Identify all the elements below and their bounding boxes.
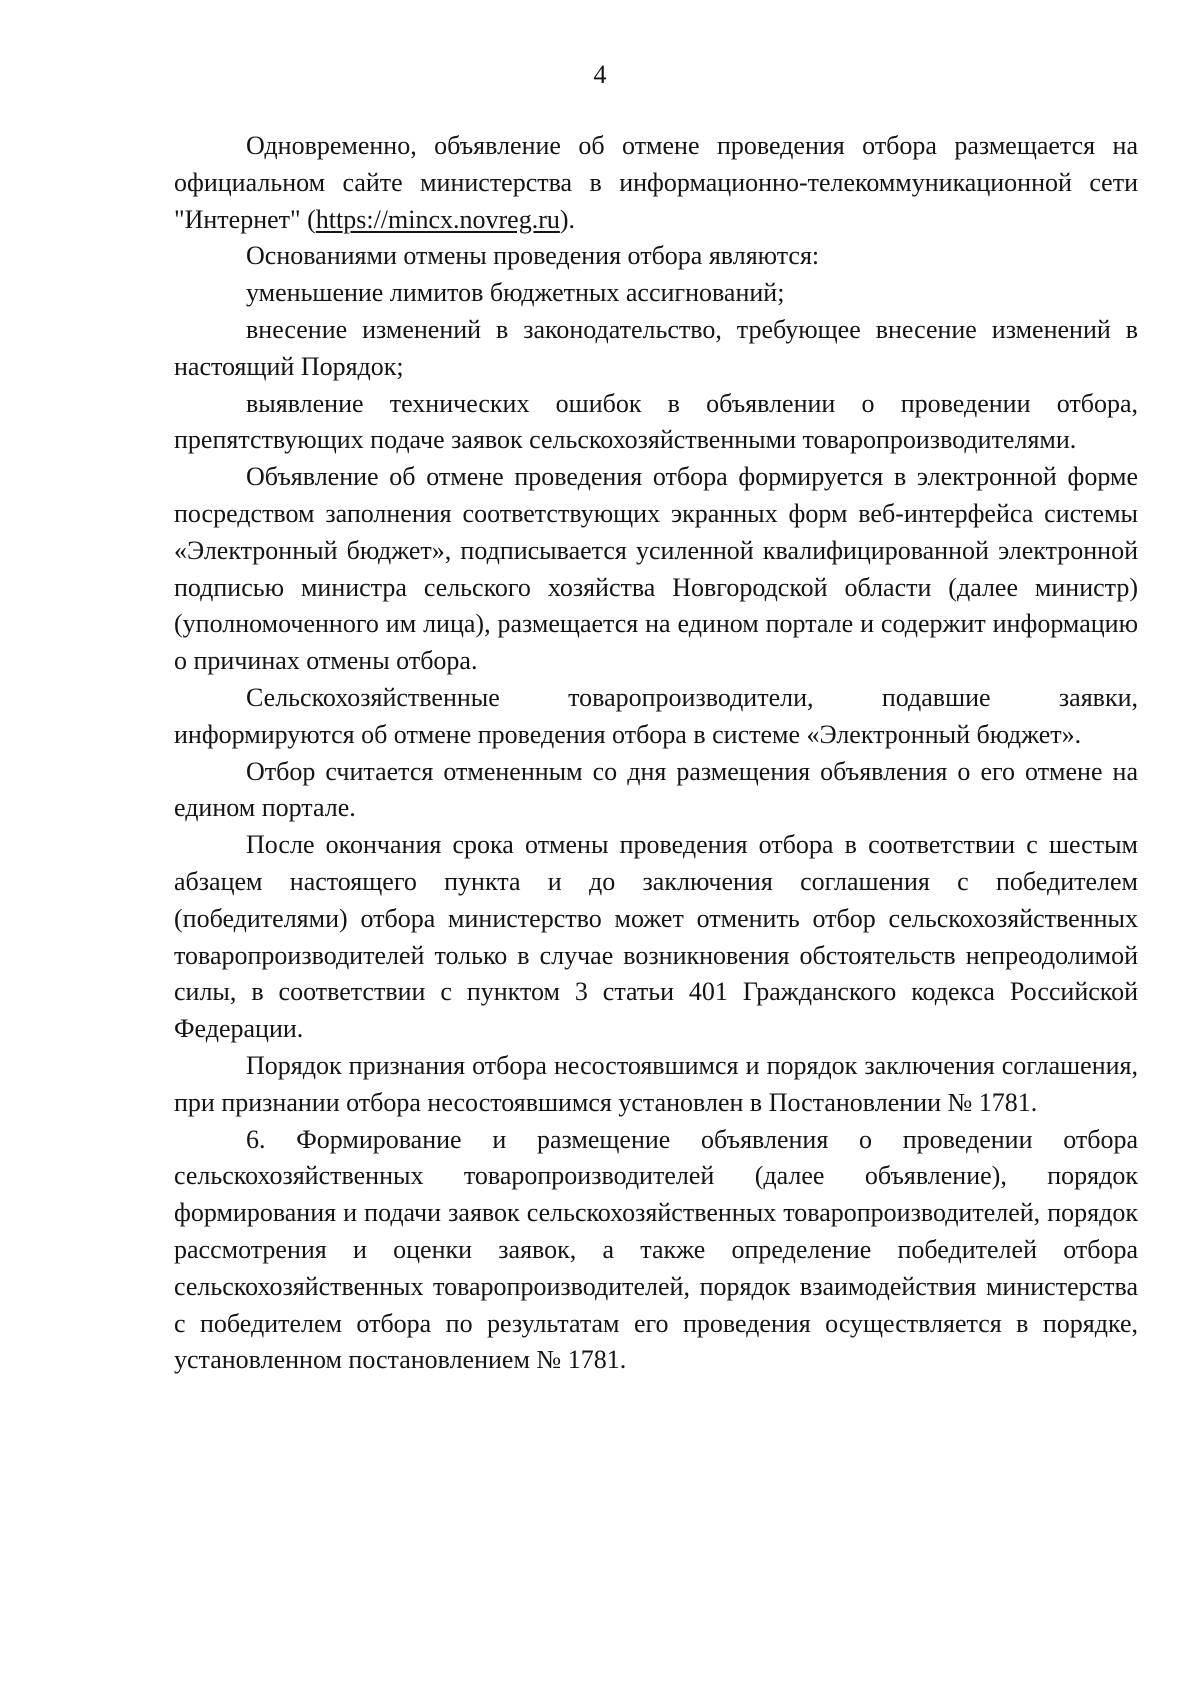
paragraph-announcement-publication <box>174 128 1138 238</box>
page-number: 4 <box>593 60 607 89</box>
paragraph-cancellation-effective-date: Отбор считается отмененным со дня размещения объявления о его отмене на едином портале. <box>174 756 1138 823</box>
paragraph-ground-budget-limits: уменьшение лимитов бюджетных ассигнований; <box>246 278 785 308</box>
ministry-website-link[interactable]: https://mincx.novreg.ru <box>315 204 560 234</box>
paragraph-applicants-notification: Сельскохозяйственные товаропроизводители, подавшие заявки, информируются об отмене проведения отбора в системе «Электронный бюджет». <box>174 682 1138 749</box>
paragraph-ground-legislation-changes: внесение изменений в законодательство, требующее внесение изменений в настоящий Порядок; <box>174 314 1138 381</box>
paragraph-item-6-announcement-procedure: 6. Формирование и размещение объявления о проведении отбора сельскохозяйственных товаропроизводителей (далее объявление), порядок формирования и подачи заявок сельскохозяйственных товаропроизводителей, порядок рассмотрения и оценки заявок, а также определение победителей отбора сельскохозяйственных товаропроизводителей, порядок взаимодействия министерства с победителем отбора по результатам его проведения осуществляется в порядке, установленном постановлением № 1781. <box>174 1124 1138 1375</box>
paragraph-text: Одновременно, объявление об отмене проведения отбора размещается на официальном сайте министерства в информационно-телекоммуникационной сети "Интернет" ( <box>174 131 1138 234</box>
document-body <box>174 128 1138 1379</box>
paragraph-force-majeure-cancellation: После окончания срока отмены проведения отбора в соответствии с шестым абзацем настоящего пункта и до заключения соглашения с победителем (победителями) отбора министерство может отменить отбор сельскохозяйственных товаропроизводителей только в случае возникновения обстоятельств непреодолимой силы, в соответствии с пунктом 3 статьи 401 Гражданского кодекса Российской Федерации. <box>174 830 1138 1044</box>
paragraph-cancellation-announcement-form: Объявление об отмене проведения отбора формируется в электронной форме посредством заполнения соответствующих экранных форм веб-интерфейса системы «Электронный бюджет», подписывается усиленной квалифицированной электронной подписью министра сельского хозяйства Новгородской области (далее министр) (уполномоченного им лица), размещается на едином портале и содержит информацию о причинах отмены отбора. <box>174 462 1138 676</box>
paragraph-cancellation-grounds: Основаниями отмены проведения отбора являются: <box>246 241 820 271</box>
paragraph-text: ). <box>559 204 576 234</box>
paragraph-failed-selection-procedure: Порядок признания отбора несостоявшимся и порядок заключения соглашения, при признании отбора несостоявшимся установлен в Постановлении № 1781. <box>174 1050 1138 1117</box>
paragraph-ground-technical-errors: выявление технических ошибок в объявлении о проведении отбора, препятствующих подаче заявок сельскохозяйственными товаропроизводителями. <box>174 388 1138 455</box>
